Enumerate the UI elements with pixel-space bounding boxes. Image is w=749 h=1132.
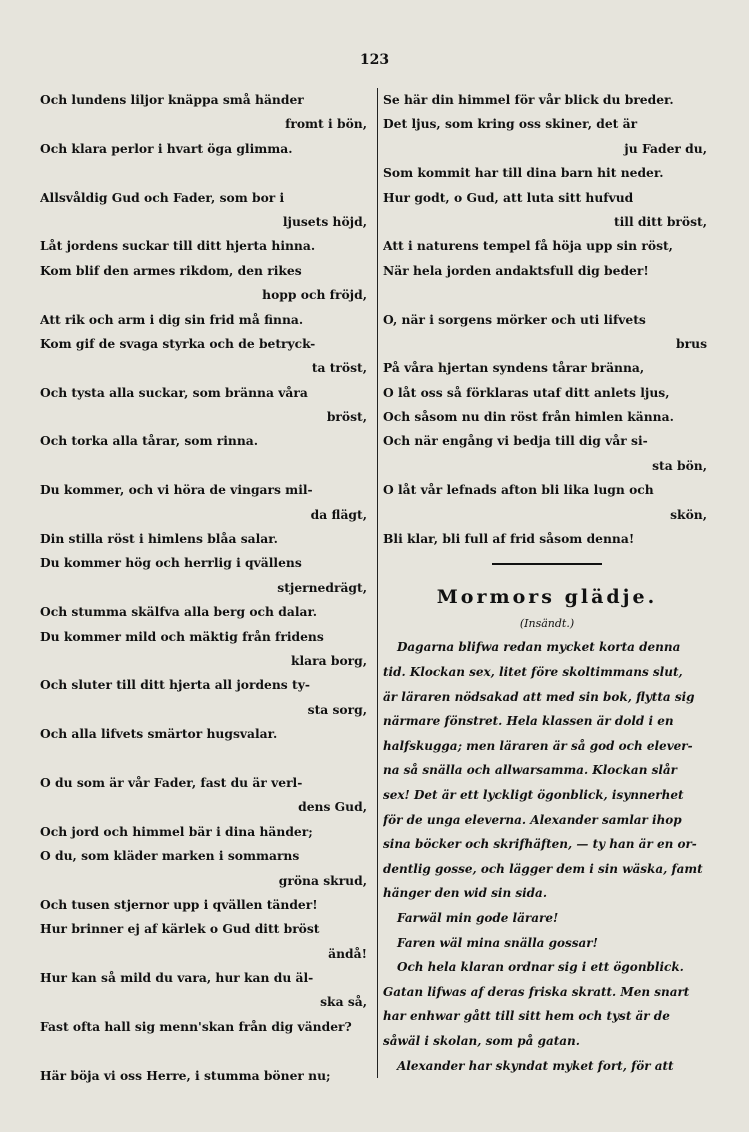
prose-line: för de unga eleverna. Alexander samlar ihop bbox=[383, 812, 682, 827]
prose-line: Farwäl min gode lärare! bbox=[397, 910, 559, 925]
poem-line: ta tröst, bbox=[311, 360, 367, 376]
poem-line: Och stumma skälfva alla berg och dalar. bbox=[40, 604, 318, 620]
prose-line: Gatan lifwas af deras friska skratt. Men snart bbox=[383, 984, 690, 999]
prose-text bbox=[383, 635, 711, 1078]
poem-line: till ditt bröst, bbox=[613, 213, 707, 229]
poem-line: Att rik och arm i dig sin frid må finna. bbox=[40, 311, 304, 327]
poem-line: Och alla lifvets smärtor hugsvalar. bbox=[40, 726, 278, 742]
prose-line: dentlig gosse, och lägger dem i sin wäska, famt bbox=[383, 861, 703, 876]
prose-line: har enhwar gått till sitt hem och tyst är de bbox=[383, 1009, 670, 1024]
poem-line: Bli klar, bli full af frid såsom denna! bbox=[383, 531, 635, 547]
poem-line: ju Fader du, bbox=[624, 140, 707, 156]
prose-line: sina böcker och skrifhäften, — ty han är en or- bbox=[383, 837, 697, 852]
poem-line: O du som är vår Fader, fast du är verl- bbox=[40, 774, 303, 790]
poem-line: gröna skrud, bbox=[278, 872, 367, 888]
poem-line: På våra hjertan syndens tårar bränna, bbox=[383, 360, 645, 376]
poem-line: Och klara perlor i hvart öga glimma. bbox=[40, 140, 293, 156]
poem-line: Och tusen stjernor upp i qvällen tänder! bbox=[40, 896, 318, 912]
prose-line: Och hela klaran ordnar sig i ett ögonblick. bbox=[397, 960, 684, 975]
poem-line: O du, som kläder marken i sommarns bbox=[40, 848, 300, 864]
poem-line: Kom gif de svaga styrka och de betryck- bbox=[40, 335, 316, 351]
prose-line: sex! Det är ett lyckligt ögonblick, isynnerhet bbox=[383, 787, 684, 802]
section-title: Mormors glädje. bbox=[436, 586, 658, 609]
prose-line: närmare fönstret. Hela klassen är dold i en bbox=[383, 714, 674, 729]
page-number: 123 bbox=[359, 52, 390, 68]
poem-line: sta sorg, bbox=[307, 701, 367, 717]
prose-line: är läraren nödsakad att med sin bok, flytta sig bbox=[383, 689, 695, 704]
poem-line: O, när i sorgens mörker och uti lifvets bbox=[383, 311, 646, 327]
prose-line: Faren wäl mina snälla gossar! bbox=[397, 935, 598, 950]
poem-line: Du kommer hög och herrlig i qvällens bbox=[40, 555, 302, 571]
prose-line: såwäl i skolan, som på gatan. bbox=[383, 1033, 580, 1048]
stanza-gap bbox=[383, 283, 711, 307]
poem-line: Du kommer mild och mäktig från fridens bbox=[40, 628, 324, 644]
poem-line: sta bön, bbox=[652, 457, 707, 473]
poem-line: Och sluter till ditt hjerta all jordens ty- bbox=[40, 677, 310, 693]
stanza-gap bbox=[40, 1039, 373, 1063]
prose-line: halfskugga; men läraren är så god och elever- bbox=[383, 738, 693, 753]
poem-line: Och såsom nu din röst från himlen känna. bbox=[383, 409, 674, 425]
poem-line: O låt vår lefnads afton bli lika lugn och bbox=[383, 482, 654, 498]
poem-line: Se här din himmel för vår blick du breder. bbox=[383, 92, 674, 107]
poem-line: ändå! bbox=[328, 945, 367, 961]
prose-line: hänger den wid sin sida. bbox=[383, 886, 548, 901]
poem-line: Här böja vi oss Herre, i stumma böner nu; bbox=[40, 1067, 331, 1083]
poem-line: Och jord och himmel bär i dina händer; bbox=[40, 823, 313, 839]
prose-line: tid. Klockan sex, litet före skoltimmans slut, bbox=[383, 665, 683, 680]
poem-line: bröst, bbox=[326, 409, 367, 425]
stanza-gap bbox=[40, 747, 373, 771]
poem-line: Allsvåldig Gud och Fader, som bor i bbox=[40, 189, 285, 205]
poem-line: ska så, bbox=[320, 994, 367, 1010]
poem-line: Att i naturens tempel få höja upp sin röst, bbox=[383, 238, 673, 254]
poem-line: Och tysta alla suckar, som bränna våra bbox=[40, 384, 308, 400]
column-divider bbox=[377, 88, 378, 1078]
section-rule bbox=[492, 563, 602, 565]
poem-line: da flägt, bbox=[310, 506, 367, 522]
poem-line: hopp och fröjd, bbox=[262, 287, 367, 303]
poem-line: Du kommer, och vi höra de vingars mil- bbox=[40, 482, 313, 498]
poem-line: brus bbox=[676, 335, 707, 351]
poem-line: Det ljus, som kring oss skiner, det är bbox=[383, 116, 638, 132]
poem-line: Låt jordens suckar till ditt hjerta hinna. bbox=[40, 238, 316, 254]
prose-line: Alexander har skyndat myket fort, för att bbox=[397, 1058, 674, 1073]
prose-line: Dagarna blifwa redan mycket korta denna bbox=[397, 640, 681, 655]
poem-line: stjernedrägt, bbox=[277, 579, 367, 595]
stanza-gap bbox=[40, 454, 373, 478]
poem-line: Hur godt, o Gud, att luta sitt hufvud bbox=[383, 189, 634, 205]
poem-line: Din stilla röst i himlens blåa salar. bbox=[40, 531, 278, 547]
poem-line: När hela jorden andaktsfull dig beder! bbox=[383, 262, 649, 278]
poem-line: ljusets höjd, bbox=[282, 213, 367, 229]
poem-line: Och torka alla tårar, som rinna. bbox=[40, 433, 259, 449]
prose-line: na så snälla och allwarsamma. Klockan slår bbox=[383, 763, 678, 778]
poem-line: Som kommit har till dina barn hit neder. bbox=[383, 165, 664, 181]
poem-line: Hur brinner ej af kärlek o Gud ditt bröst bbox=[40, 921, 320, 937]
stanza-gap bbox=[40, 161, 373, 185]
left-column-poem bbox=[40, 88, 373, 1088]
poem-line: dens Gud, bbox=[298, 799, 367, 815]
poem-line: fromt i bön, bbox=[285, 116, 367, 132]
poem-line: Fast ofta hall sig menn'skan från dig vänder? bbox=[40, 1018, 352, 1034]
poem-line: Och när engång vi bedja till dig vår si- bbox=[383, 433, 648, 449]
right-column bbox=[383, 88, 711, 1078]
section-subtitle: (Insändt.) bbox=[519, 617, 575, 631]
poem-line: Och lundens liljor knäppa små händer bbox=[40, 92, 304, 107]
poem-line: skön, bbox=[670, 506, 707, 522]
poem-line: Kom blif den armes rikdom, den rikes bbox=[40, 262, 302, 278]
poem-line: Hur kan så mild du vara, hur kan du äl- bbox=[40, 970, 314, 986]
poem-line: O låt oss så förklaras utaf ditt anlets ljus, bbox=[383, 384, 670, 400]
right-column-poem bbox=[383, 88, 711, 551]
poem-line: klara borg, bbox=[290, 652, 367, 668]
